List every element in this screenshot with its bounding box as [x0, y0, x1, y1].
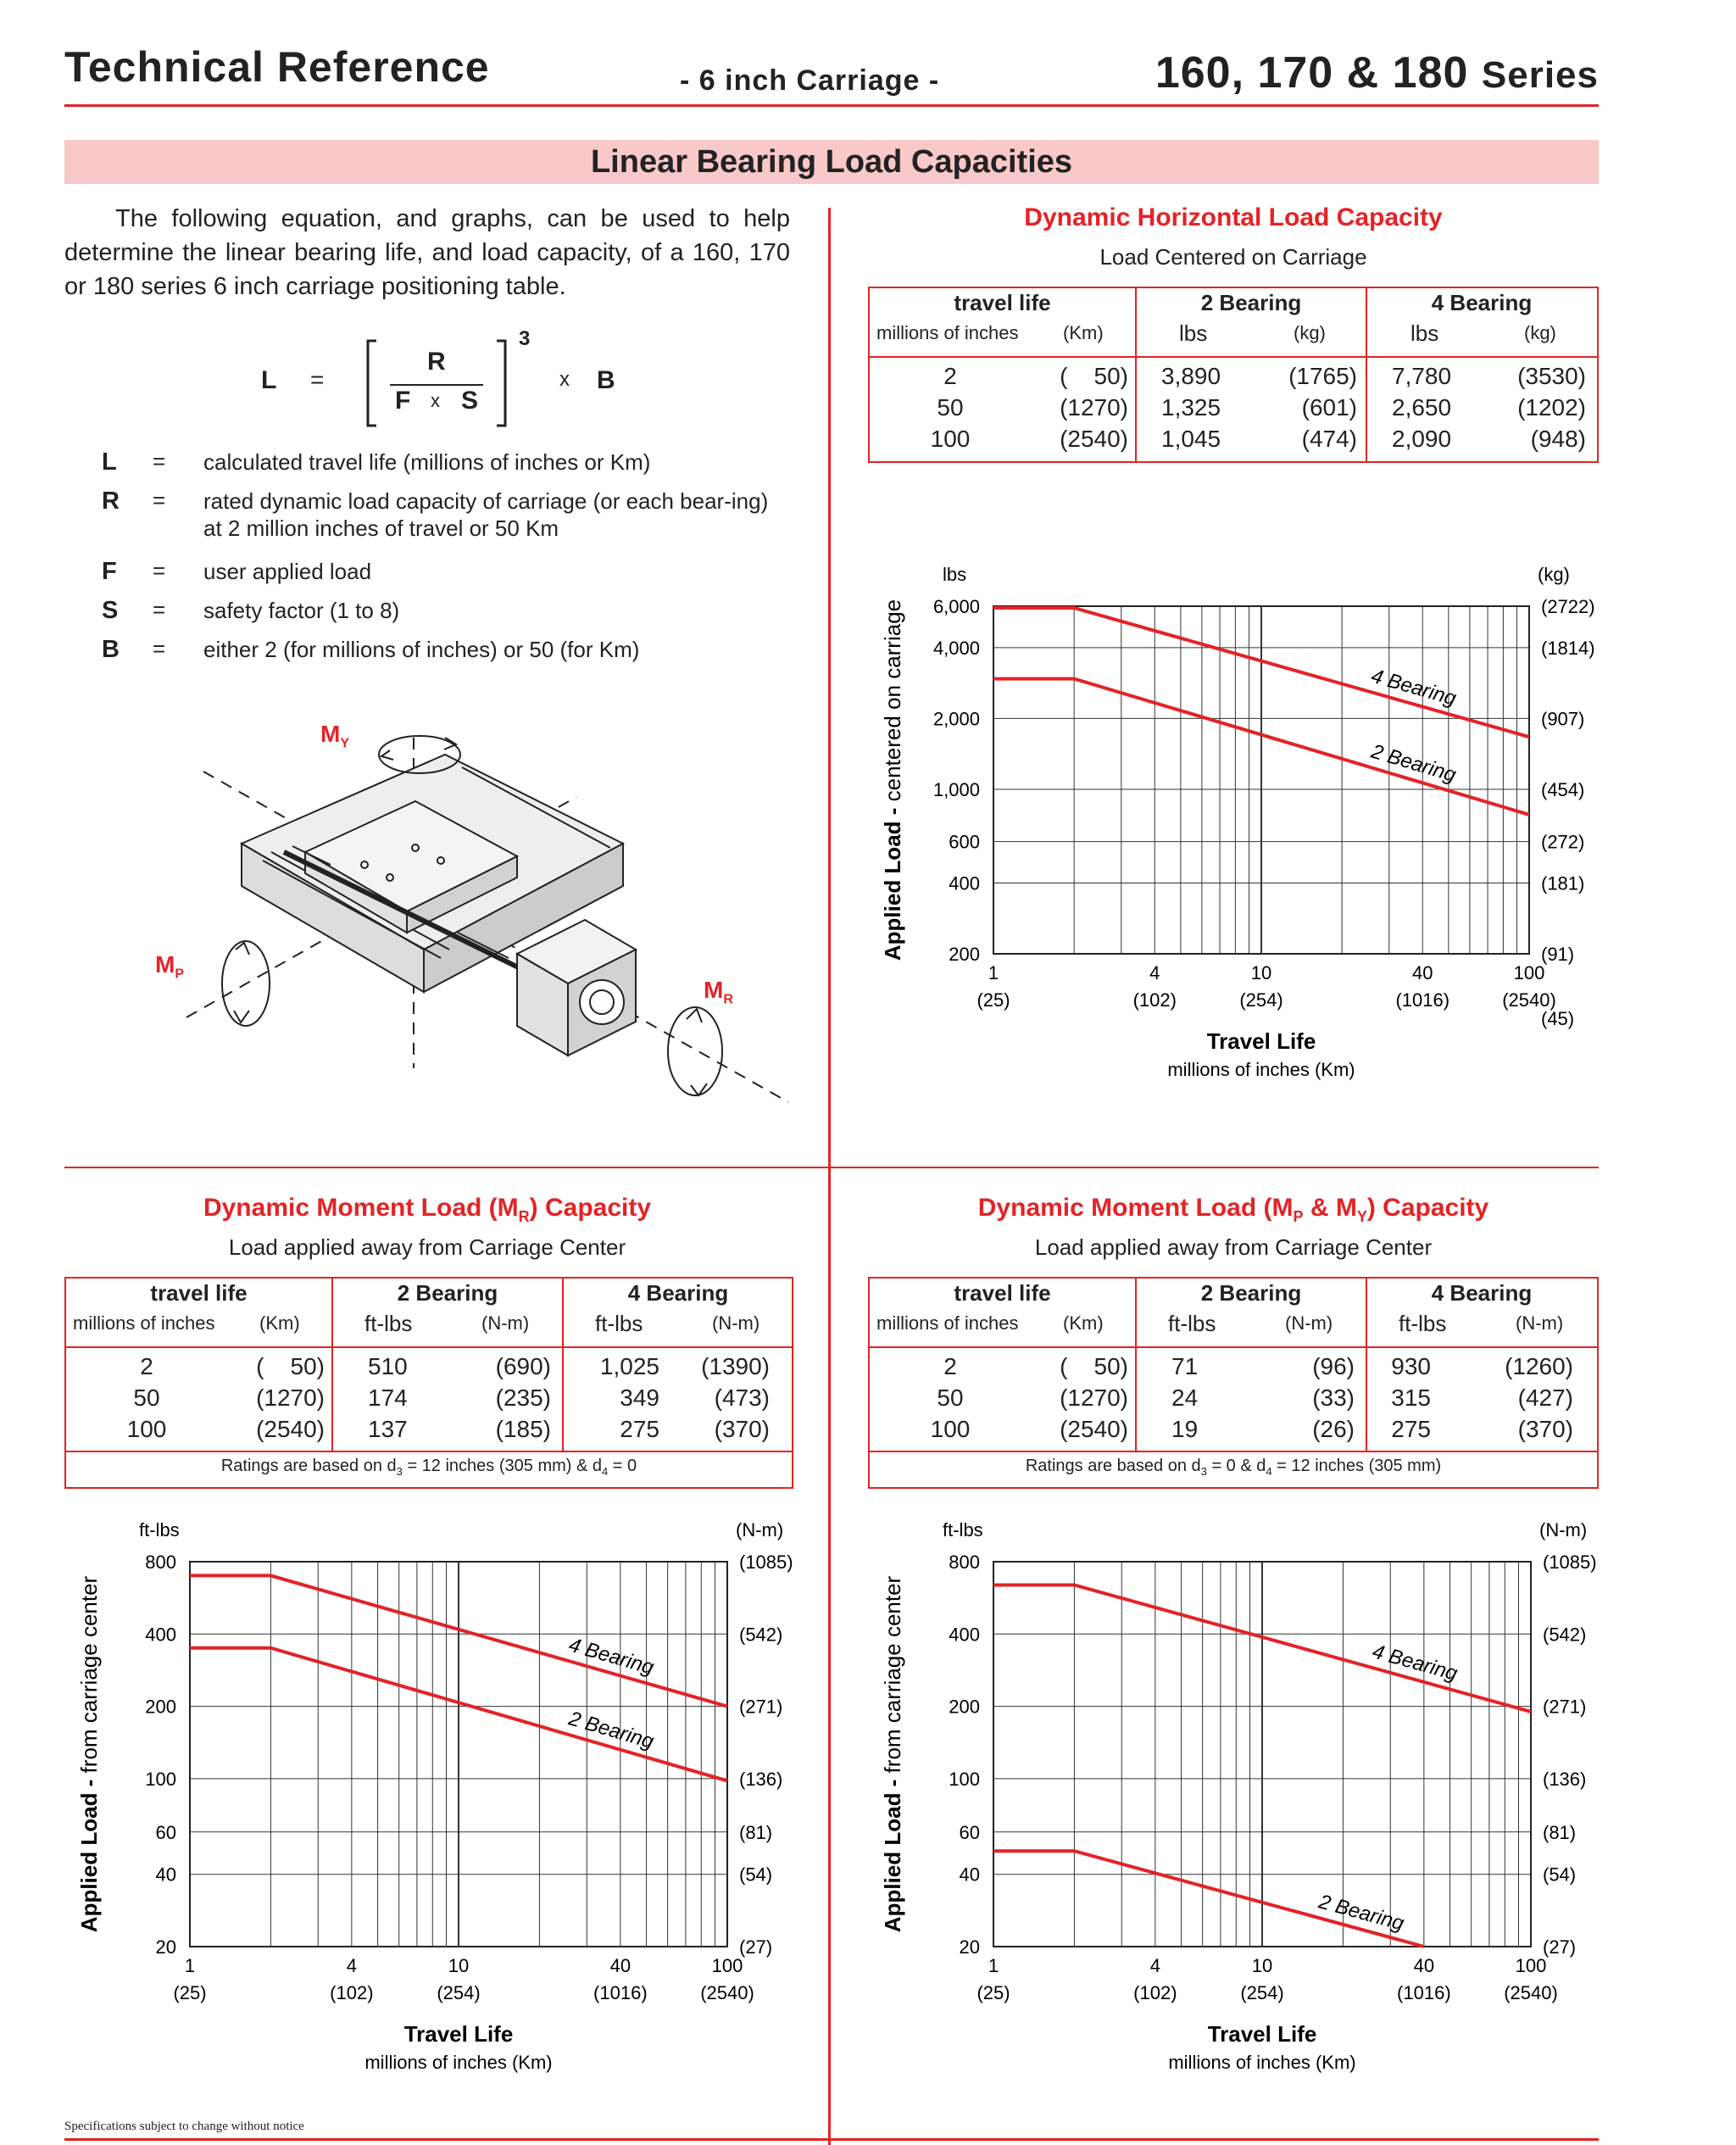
sub-head: (N-m) [481, 1312, 530, 1334]
y-tick-label: 800 [949, 1552, 980, 1573]
sub-head: (N-m) [712, 1312, 760, 1334]
page-subtitle: - 6 inch Carriage - [680, 64, 940, 97]
eq-equals: = [310, 366, 325, 393]
x-tick-label-metric: (1016) [593, 1982, 648, 2003]
table-cell: (1390) [701, 1353, 770, 1379]
eq-R: R [427, 348, 446, 376]
y-tick-label: 20 [959, 1936, 980, 1958]
label-my-sub: Y [340, 736, 349, 751]
moment-py-subtitle: Load applied away from Carriage Center [1034, 1234, 1433, 1260]
label-mp-sub: P [175, 967, 184, 982]
sub-head: millions of inches [876, 1312, 1019, 1334]
col-head: 2 Bearing [397, 1280, 498, 1306]
eq-B: B [597, 366, 615, 394]
series-label: 4 Bearing [1368, 664, 1459, 710]
y-tick-label-metric: (27) [739, 1936, 773, 1958]
x-tick-label: 40 [1413, 1955, 1435, 1976]
y-tick-label-metric: (271) [739, 1696, 783, 1718]
def-text: user applied load [203, 559, 372, 584]
table-cell: 100 [930, 426, 971, 452]
col-head: 4 Bearing [1431, 290, 1533, 315]
note-part: = 12 inches (305 mm) [1271, 1457, 1442, 1475]
title-sub: Y [1356, 1208, 1367, 1225]
table-cell: 1,045 [1161, 426, 1221, 452]
y-tick-label-metric: (54) [739, 1864, 773, 1886]
col-head: 4 Bearing [627, 1280, 729, 1306]
footer-note: Specifications subject to change without notice [64, 2120, 304, 2133]
y-tick-label: 100 [145, 1768, 176, 1790]
y-tick-label: 20 [155, 1936, 176, 1958]
y-tick-label-metric: (81) [1543, 1821, 1577, 1843]
y-tick-label: 40 [959, 1864, 980, 1886]
note-sub: 3 [396, 1465, 403, 1478]
x-tick-label-metric: (25) [976, 1982, 1010, 2003]
y-tick-label: 400 [145, 1624, 176, 1646]
y-axis-title-rest: from carriage center [76, 1575, 102, 1774]
table-cell: (1202) [1517, 394, 1586, 421]
sub-head: (Km) [1063, 1312, 1104, 1334]
sub-head: (Km) [1063, 322, 1104, 343]
table-cell: ( 50) [1060, 1353, 1128, 1379]
table-cell: (1765) [1288, 363, 1357, 389]
x-tick-label-metric: (25) [173, 1982, 207, 2003]
title-end: ) Capacity [529, 1194, 652, 1222]
table-cell: (474) [1301, 426, 1357, 452]
x-tick-label: 40 [609, 1955, 632, 1976]
y-tick-label-metric: (27) [1543, 1936, 1577, 1958]
def-equals: = [153, 558, 166, 583]
y-tick-label-metric: (907) [1541, 708, 1585, 730]
page-title: Technical Reference [64, 43, 490, 91]
table-cell: 71 [1171, 1353, 1199, 1379]
y-unit-left: ft-lbs [139, 1519, 180, 1540]
table-cell: 930 [1391, 1353, 1431, 1379]
table-cell: 50 [133, 1384, 160, 1411]
def-key: R [102, 488, 120, 515]
table-cell: (1260) [1505, 1353, 1573, 1379]
table-cell: ( 50) [1060, 363, 1128, 389]
intro-paragraph [64, 202, 790, 304]
note-part: = 0 & d [1206, 1457, 1266, 1475]
series-label: 2 Bearing [1368, 739, 1459, 788]
def-equals: = [153, 488, 166, 513]
title-sub: P [1293, 1208, 1304, 1225]
row-rule [66, 1346, 792, 1348]
eq-L: L [261, 366, 277, 394]
label-mr-sub: R [723, 992, 733, 1007]
y-tick-label: 40 [155, 1864, 176, 1886]
series-title [1155, 47, 1599, 98]
sub-head: millions of inches [876, 322, 1019, 343]
table-cell: (1270) [1060, 394, 1128, 421]
y-axis-title-main: Applied Load - [880, 1773, 905, 1933]
y-tick-label: 200 [145, 1696, 176, 1718]
table-cell: 2,650 [1392, 394, 1452, 421]
series-label: 2 Bearing [1316, 1890, 1407, 1936]
table-cell: 510 [368, 1353, 408, 1379]
table-cell: (2540) [1060, 1416, 1128, 1442]
sub-head: ft-lbs [364, 1311, 413, 1336]
table-cell: 275 [620, 1416, 659, 1442]
y-tick-label: 400 [949, 1624, 980, 1646]
x-axis-subtitle: millions of inches (Km) [364, 2052, 553, 2073]
x-tick-label: 40 [1412, 962, 1433, 983]
table-cell: (33) [1312, 1384, 1355, 1411]
horizontal-title: Dynamic Horizontal Load Capacity [1024, 203, 1443, 231]
note-sub: 4 [1266, 1465, 1272, 1478]
series-word: Series [1481, 54, 1599, 96]
row-rule [870, 1451, 1597, 1452]
row-rule [66, 1451, 792, 1452]
title-end: ) Capacity [1366, 1194, 1489, 1222]
table-cell: 2 [943, 1353, 957, 1379]
horizontal-table [868, 287, 1599, 463]
moment-py-table [868, 1277, 1599, 1489]
x-axis-subtitle: millions of inches (Km) [1168, 2052, 1356, 2073]
table-cell: 137 [368, 1416, 408, 1442]
header-rule [64, 104, 1599, 107]
row-rule [870, 356, 1597, 358]
y-axis-title [76, 1575, 102, 1932]
x-tick-label: 4 [1149, 962, 1160, 983]
eq-exponent: 3 [519, 327, 531, 350]
table-cell: 3,890 [1161, 363, 1221, 389]
def-key: S [102, 597, 119, 624]
x-tick-label-metric: (102) [1133, 1982, 1177, 2003]
eq-F: F [395, 387, 411, 415]
moment-r-title [64, 1194, 790, 1226]
moment-r-chart [64, 1509, 802, 2086]
col-head: 4 Bearing [1431, 1280, 1533, 1306]
y-tick-label: 600 [949, 831, 980, 853]
label-my [320, 721, 349, 752]
label-mr-main: M [704, 977, 724, 1003]
y-axis-title-main: Applied Load - [880, 801, 905, 961]
moment-r-subtitle: Load applied away from Carriage Center [228, 1234, 626, 1260]
series-numbers: 160, 170 & 180 [1155, 48, 1469, 98]
y-tick-label: 2,000 [932, 708, 980, 730]
title-text: Dynamic Moment Load (M [977, 1194, 1294, 1222]
label-my-main: M [320, 721, 341, 747]
y-unit-left: ft-lbs [943, 1519, 983, 1540]
section-banner: Linear Bearing Load Capacities [64, 140, 1599, 184]
table-cell: 2 [943, 363, 957, 389]
y-tick-label-metric: (454) [1541, 778, 1585, 800]
x-tick-label: 10 [1251, 1955, 1273, 1976]
y-tick-label: 4,000 [932, 637, 980, 659]
horizontal-load-chart [868, 543, 1605, 1094]
def-key: F [102, 558, 117, 585]
y-tick-label-metric: (542) [739, 1624, 783, 1646]
col-head: 2 Bearing [1200, 1280, 1302, 1306]
table-cell: 7,780 [1392, 363, 1452, 389]
title-sub: R [518, 1208, 530, 1225]
x-tick-label-metric: (254) [437, 1982, 481, 2003]
x-tick-label: 100 [1513, 962, 1545, 983]
x-axis-subtitle: millions of inches (Km) [1167, 1059, 1355, 1080]
x-tick-label-metric: (254) [1239, 989, 1283, 1011]
y-tick-label-metric: (54) [1543, 1864, 1577, 1886]
y-tick-label-metric: (45) [1541, 1008, 1575, 1029]
table-cell: 24 [1171, 1384, 1199, 1411]
table-cell: 100 [930, 1416, 971, 1442]
table-cell: (235) [495, 1384, 551, 1411]
col-head: travel life [954, 290, 1051, 315]
sub-head: lbs [1179, 320, 1208, 346]
table-cell: (26) [1312, 1416, 1355, 1442]
note-part: = 0 [608, 1457, 637, 1475]
footer-rule [64, 2138, 1599, 2141]
table-cell: 174 [368, 1384, 408, 1411]
table-cell: (690) [495, 1353, 551, 1379]
y-unit-left: lbs [943, 564, 967, 585]
table-cell: (370) [714, 1416, 770, 1442]
y-tick-label-metric: (1814) [1541, 637, 1595, 659]
x-tick-label-metric: (25) [976, 989, 1010, 1011]
y-tick-label-metric: (136) [739, 1768, 783, 1790]
x-axis-title: Travel Life [1207, 2021, 1317, 2047]
y-axis-title [880, 599, 905, 961]
table-cell: 349 [620, 1384, 659, 1411]
def-text: either 2 (for millions of inches) or 50 (for Km) [203, 637, 640, 662]
moment-py-chart [868, 1509, 1605, 2086]
x-axis-title: Travel Life [1206, 1028, 1316, 1054]
table-cell: (948) [1530, 426, 1586, 452]
sub-head: (kg) [1524, 322, 1556, 343]
def-text: rated dynamic load capacity of carriage (or each bear-ing) at 2 million inches of travel or 50 Km [203, 488, 769, 541]
eq-S: S [461, 387, 479, 415]
table-cell: 19 [1171, 1416, 1199, 1442]
table-cell: (185) [495, 1416, 551, 1442]
series-label: 4 Bearing [1370, 1640, 1461, 1685]
def-text: safety factor (1 to 8) [203, 598, 400, 623]
sub-head: (kg) [1294, 322, 1326, 343]
table-cell: (2540) [1060, 426, 1128, 452]
def-text: calculated travel life (millions of inches or Km) [203, 449, 651, 475]
col-head: travel life [954, 1280, 1051, 1306]
note-sub: 3 [1200, 1465, 1207, 1478]
table-cell: (1270) [1060, 1384, 1128, 1411]
carriage-diagram [136, 704, 797, 1119]
eq-times: x [559, 368, 570, 391]
y-tick-label-metric: (271) [1543, 1696, 1587, 1718]
eq-x: x [431, 390, 440, 411]
label-mr [704, 977, 733, 1008]
y-unit-right: (N-m) [1539, 1519, 1588, 1540]
moment-r-table [64, 1277, 793, 1489]
table-cell: (3530) [1517, 363, 1586, 389]
y-tick-label: 200 [949, 1696, 980, 1718]
note-part: = 12 inches (305 mm) & d [402, 1457, 602, 1475]
table-cell: 1,325 [1161, 394, 1221, 421]
col-head: travel life [150, 1280, 248, 1306]
def-equals: = [153, 448, 166, 474]
table-cell: 50 [937, 394, 964, 421]
y-unit-right: (N-m) [736, 1519, 784, 1540]
y-tick-label-metric: (542) [1543, 1624, 1587, 1646]
x-tick-label: 1 [988, 962, 999, 983]
x-tick-label-metric: (2540) [700, 1982, 754, 2003]
x-tick-label-metric: (254) [1240, 1982, 1284, 2003]
x-tick-label: 100 [1515, 1955, 1547, 1976]
sub-head: ft-lbs [1168, 1311, 1216, 1336]
note-part: Ratings are based on d [220, 1457, 397, 1475]
series-label: 4 Bearing [565, 1633, 657, 1680]
y-tick-label-metric: (91) [1541, 944, 1575, 965]
y-tick-label: 100 [949, 1768, 980, 1790]
sub-head: (N-m) [1285, 1312, 1333, 1334]
y-tick-label-metric: (136) [1543, 1768, 1587, 1790]
y-tick-label: 800 [145, 1552, 176, 1573]
y-tick-label-metric: (2722) [1541, 596, 1595, 617]
y-tick-label-metric: (272) [1541, 831, 1585, 853]
col-head: 2 Bearing [1200, 290, 1302, 315]
def-key: B [102, 636, 120, 663]
x-tick-label-metric: (102) [1132, 989, 1177, 1011]
label-mp [155, 951, 184, 983]
sub-head: ft-lbs [1399, 1311, 1447, 1336]
table-cell: 2 [140, 1353, 153, 1379]
note-sub: 4 [602, 1465, 609, 1478]
x-tick-label: 4 [1149, 1955, 1160, 1976]
moment-py-title [868, 1194, 1599, 1226]
x-tick-label-metric: (102) [330, 1982, 374, 2003]
x-tick-label: 10 [1250, 962, 1272, 983]
table-cell: (427) [1517, 1384, 1573, 1411]
y-tick-label-metric: (1085) [1543, 1552, 1597, 1573]
x-tick-label: 1 [988, 1955, 999, 1976]
y-tick-label-metric: (1085) [739, 1552, 793, 1573]
def-equals: = [153, 636, 166, 661]
x-tick-label: 10 [448, 1955, 470, 1976]
table-note [870, 1457, 1597, 1478]
table-cell: (96) [1312, 1353, 1355, 1379]
y-axis-title-rest: from carriage center [880, 1575, 905, 1774]
title-text: Dynamic Moment Load (M [203, 1194, 519, 1222]
title-mid: & M [1303, 1194, 1357, 1222]
y-axis-title-rest: centered on carriage [880, 599, 905, 802]
y-tick-label: 400 [949, 872, 980, 894]
table-cell: 100 [126, 1416, 167, 1442]
table-cell: 50 [937, 1384, 964, 1411]
horizontal-subtitle: Load Centered on Carriage [1099, 244, 1367, 270]
table-note [66, 1457, 792, 1478]
sub-head: (Km) [259, 1312, 300, 1334]
x-tick-label: 100 [711, 1955, 743, 1976]
y-unit-right: (kg) [1538, 564, 1570, 585]
series-line [993, 1851, 1424, 1947]
table-cell: 315 [1391, 1384, 1431, 1411]
table-cell: 1,025 [599, 1353, 659, 1379]
x-tick-label: 4 [346, 1955, 357, 1976]
x-tick-label: 1 [184, 1955, 196, 1976]
table-cell: (473) [714, 1384, 770, 1411]
note-part: Ratings are based on d [1025, 1457, 1201, 1475]
series-label: 2 Bearing [565, 1707, 657, 1754]
x-axis-title: Travel Life [403, 2021, 514, 2047]
x-tick-label-metric: (1016) [1397, 1982, 1451, 2003]
y-tick-label: 6,000 [932, 596, 980, 617]
table-cell: (370) [1517, 1416, 1573, 1442]
life-equation [254, 327, 678, 432]
def-equals: = [153, 597, 166, 622]
sub-head: ft-lbs [595, 1311, 643, 1336]
sub-head: (N-m) [1516, 1312, 1564, 1334]
row-divider [64, 1167, 1599, 1168]
table-cell: ( 50) [256, 1353, 325, 1379]
column-divider [828, 208, 831, 2145]
x-tick-label-metric: (2540) [1502, 989, 1556, 1011]
sub-head: lbs [1410, 320, 1439, 346]
y-tick-label: 60 [959, 1821, 980, 1843]
row-rule [870, 1346, 1597, 1348]
y-tick-label: 1,000 [932, 778, 980, 800]
y-tick-label: 200 [949, 944, 980, 965]
table-cell: 2,090 [1392, 426, 1452, 452]
sub-head: millions of inches [73, 1312, 215, 1334]
def-key: L [102, 448, 117, 476]
x-tick-label-metric: (2540) [1504, 1982, 1558, 2003]
x-tick-label-metric: (1016) [1395, 989, 1450, 1011]
y-axis-title-main: Applied Load - [76, 1773, 102, 1933]
table-cell: 275 [1391, 1416, 1431, 1442]
y-tick-label: 60 [155, 1821, 176, 1843]
table-cell: (2540) [256, 1416, 325, 1442]
label-mp-main: M [155, 951, 175, 978]
y-tick-label-metric: (181) [1541, 872, 1585, 894]
y-axis-title [880, 1575, 905, 1932]
intro-text: The following equation, and graphs, can be used to help determine the linear bearing life, and load capacity, of a 160, 170 or 180 series 6 inch carriage positioning table. [64, 205, 790, 300]
table-cell: (1270) [256, 1384, 325, 1411]
y-tick-label-metric: (81) [739, 1821, 773, 1843]
table-cell: (601) [1301, 394, 1357, 421]
